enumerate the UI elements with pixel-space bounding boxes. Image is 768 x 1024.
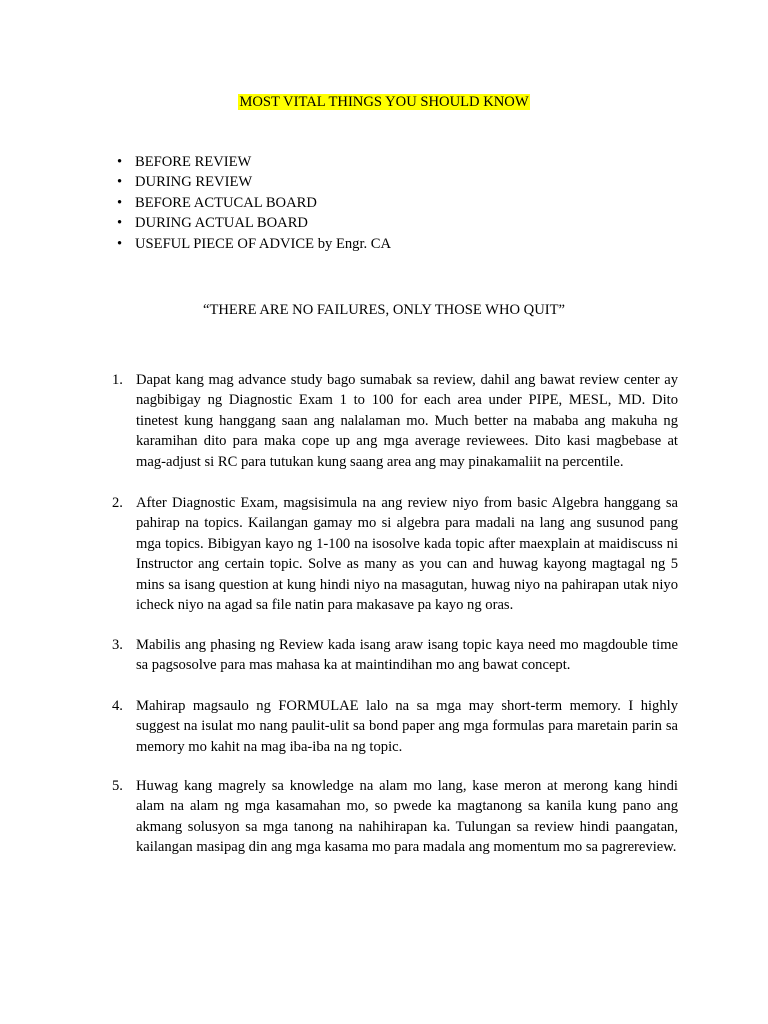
bullet-dot-icon: • — [117, 194, 123, 211]
bullet-item-label: USEFUL PIECE OF ADVICE by Engr. CA — [135, 235, 392, 252]
bullet-item — [117, 213, 391, 233]
list-item — [112, 635, 678, 676]
list-item — [112, 370, 678, 472]
item-text: Dapat kang mag advance study bago sumabak sa review, dahil ang bawat review center ay nagbibigay ng Diagnostic Exam 1 to 100 for each area under PIPE, MESL, MD. Dito tinetest kung hanggang saan ang nalalaman mo. Much better na mababa ang makuha ng karamihan dito para maka cope up ang mga average reviewees. Dito kasi magbebase at mag-adjust si RC para tutukan kung saang area ang may pinakamaliit na percentile. — [136, 372, 678, 470]
list-item — [112, 493, 678, 615]
motto-quote: “THERE ARE NO FAILURES, ONLY THOSE WHO QUIT” — [203, 302, 565, 318]
item-number: 1. — [112, 372, 123, 388]
item-number: 3. — [112, 637, 123, 653]
numbered-item-3 — [112, 635, 678, 676]
bullet-dot-icon: • — [117, 174, 123, 191]
bullet-dot-icon: • — [117, 235, 123, 252]
item-text: Huwag kang magrely sa knowledge na alam mo lang, kase meron at merong kang hindi alam na alam ng mga kasamahan mo, so pwede ka magtanong sa kanila kung pano ang akmang solusyon sa mga tanong na nahihirapan ka. Tulungan sa review hindi paangatan, kailangan masipag din ang mga kasama mo para madala ang momentum mo sa pagrereview. — [136, 778, 678, 856]
title-line — [0, 92, 768, 112]
bullet-item-label: DURING REVIEW — [135, 174, 253, 191]
item-text: Mabilis ang phasing ng Review kada isang araw isang topic kaya need mo magdouble time sa pagsosolve para mas mahasa ka at maintindihan mo ang bawat concept. — [136, 637, 678, 674]
bullet-item — [117, 152, 391, 172]
item-number: 4. — [112, 698, 123, 714]
item-text: After Diagnostic Exam, magsisimula na ang review niyo from basic Algebra hanggang sa pahirap na topics. Kailangan gamay mo si algebra para madali na lang ang susunod pang mga topics. Bibigyan kayo ng 1-100 na isosolve kada topic after maexplain at maidiscuss ni Instructor ang certain topic. Solve as many as you can and huwag kayong magtagal ng 5 mins sa isang question at kung hindi niyo na masagutan, huwag niyo na pahirapan utak niyo icheck niyo na agad sa file natin para makasave pa kayo ng oras. — [136, 495, 678, 614]
item-number: 2. — [112, 495, 123, 511]
list-item — [112, 776, 678, 858]
item-text: Mahirap magsaulo ng FORMULAE lalo na sa mga may short-term memory. I highly suggest na isulat mo nang paulit-ulit sa bond paper ang mga formulas para maretain parin sa memory mo kahit na mag iba-iba na ng topic. — [136, 698, 678, 755]
list-item — [112, 696, 678, 757]
bullet-item-label: BEFORE ACTUCAL BOARD — [135, 194, 317, 211]
bullet-item — [117, 193, 391, 213]
numbered-item-2 — [112, 493, 678, 615]
numbered-item-1 — [112, 370, 678, 472]
bullet-dot-icon: • — [117, 215, 123, 232]
bullet-item-label: BEFORE REVIEW — [135, 154, 252, 170]
bullet-item — [117, 234, 392, 254]
numbered-item-5 — [112, 776, 678, 858]
bullet-item-label: DURING ACTUAL BOARD — [135, 215, 308, 232]
item-number: 5. — [112, 778, 123, 794]
bullet-list — [117, 152, 392, 254]
numbered-item-4 — [112, 696, 678, 757]
bullet-item — [117, 172, 391, 192]
page-title: MOST VITAL THINGS YOU SHOULD KNOW — [239, 94, 529, 110]
bullet-dot-icon: • — [117, 154, 123, 170]
